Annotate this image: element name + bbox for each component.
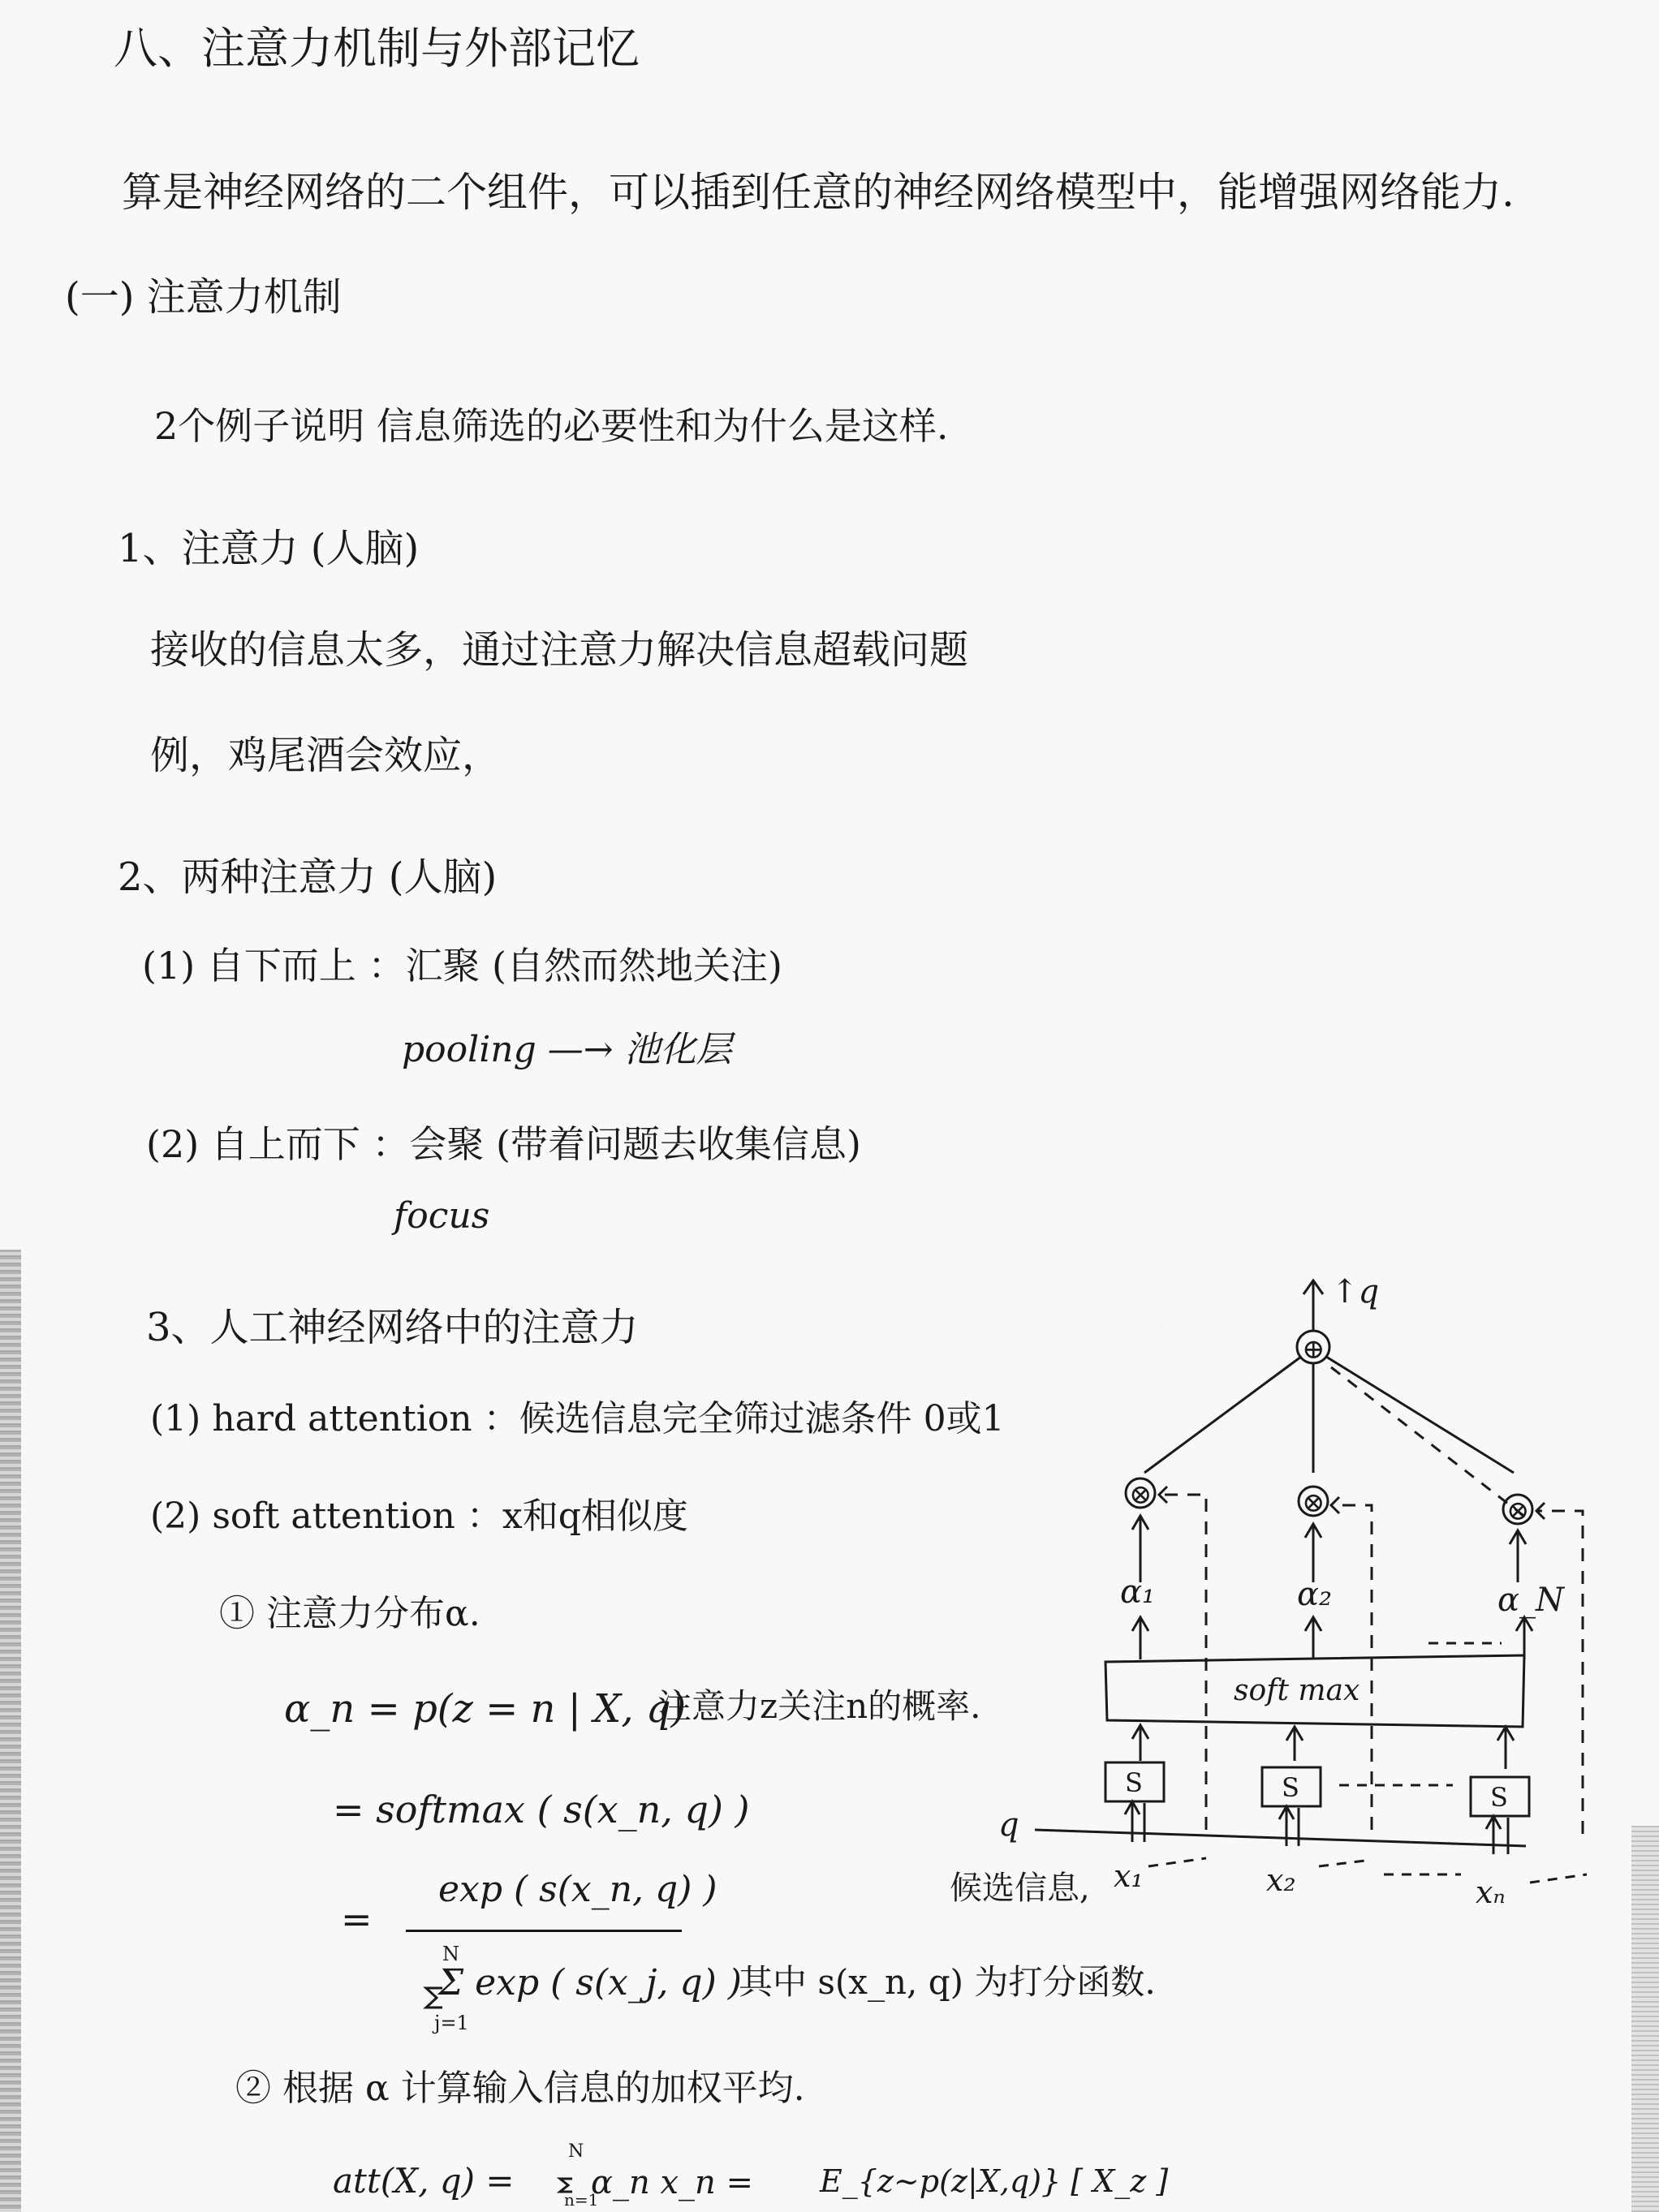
equation-alpha-note: 注意力z关注n的概率. xyxy=(657,1686,981,1726)
intro-line: 算是神经网络的二个组件，可以插到任意的神经网络模型中，能增强网络能力. xyxy=(122,169,1515,216)
x-label-2: x₂ xyxy=(1266,1862,1296,1898)
equation-softmax: = softmax ( s(x_n, q) ) xyxy=(333,1788,750,1831)
equation-alpha: α_n = p(z = n | X, q) xyxy=(284,1686,687,1732)
x-label-3: xₙ xyxy=(1476,1874,1506,1910)
x-label-1: x₁ xyxy=(1114,1858,1144,1894)
item2-sub1-note: pooling —→ 池化层 xyxy=(402,1029,732,1070)
section-heading: (一) 注意力机制 xyxy=(65,274,342,320)
sigma-denominator xyxy=(426,1988,442,2008)
sum-lower-limit: j=1 xyxy=(434,2012,469,2034)
score-label-2: S xyxy=(1282,1772,1299,1803)
att-sum-upper: N xyxy=(568,2141,584,2162)
item3-title: 3、人工神经网络中的注意力 xyxy=(146,1305,639,1350)
sigma-att xyxy=(560,2179,572,2192)
equation-att-lhs: att(X, q) = xyxy=(333,2161,515,2201)
item2-title: 2、两种注意力 (人脑) xyxy=(118,854,498,900)
examples-note: 2个例子说明 信息筛选的必要性和为什么是这样. xyxy=(154,404,949,448)
hard-attention-line: (1) hard attention ：候选信息完全筛过滤条件 0或1 xyxy=(150,1398,1005,1440)
step1-line: ① 注意力分布α. xyxy=(219,1593,480,1634)
fraction-numerator: exp ( s(x_n, q) ) xyxy=(438,1869,717,1910)
att-sum-lower: n=1 xyxy=(564,2190,599,2210)
query-line xyxy=(1035,1830,1526,1846)
item1-title: 1、注意力 (人脑) xyxy=(118,526,420,571)
alpha-label-3: α_N xyxy=(1497,1582,1565,1619)
step2-line: ② 根据 α 计算输入信息的加权平均. xyxy=(235,2068,805,2109)
equation-att-rhs: E_{z~p(z|X,q)} [ X_z ] xyxy=(820,2163,1169,2199)
item1-line2: 例，鸡尾酒会效应， xyxy=(150,733,502,778)
query-label: q xyxy=(998,1806,1019,1844)
softmax-label: soft max xyxy=(1234,1674,1360,1707)
score-function-note: 其中 s(x_n, q) 为打分函数. xyxy=(739,1962,1156,2002)
candidate-label: 候选信息, xyxy=(950,1870,1090,1907)
chapter-heading: 八、注意力机制与外部记忆 xyxy=(114,23,640,74)
plus-symbol: ⊕ xyxy=(1302,1333,1325,1366)
item1-line1: 接收的信息太多，通过注意力解决信息超载问题 xyxy=(150,627,969,673)
soft-attention-line: (2) soft attention ：x和q相似度 xyxy=(150,1495,688,1537)
sum-upper-limit: N xyxy=(442,1943,459,1965)
item2-sub1: (1) 自下而上 ：汇聚 (自然而然地关注) xyxy=(142,944,782,988)
item2-sub2: (2) 自上而下 ：会聚 (带着问题去收集信息) xyxy=(146,1122,861,1166)
times-symbol-3: ⊗ xyxy=(1506,1495,1530,1527)
output-q-label: ↑q xyxy=(1331,1273,1380,1310)
item2-sub2-note: focus xyxy=(394,1195,490,1237)
score-label-1: S xyxy=(1125,1767,1143,1798)
equation-equals: = xyxy=(341,1897,373,1941)
times-symbol-2: ⊗ xyxy=(1302,1487,1325,1519)
equation-att-mid: α_n x_n = xyxy=(591,2164,754,2201)
alpha-label-2: α₂ xyxy=(1297,1576,1333,1613)
times-symbol-1: ⊗ xyxy=(1129,1478,1153,1511)
alpha-label-1: α₁ xyxy=(1120,1573,1156,1611)
score-label-3: S xyxy=(1490,1782,1508,1813)
fraction-denominator: Σ exp ( s(x_j, q) ) xyxy=(438,1962,742,2003)
